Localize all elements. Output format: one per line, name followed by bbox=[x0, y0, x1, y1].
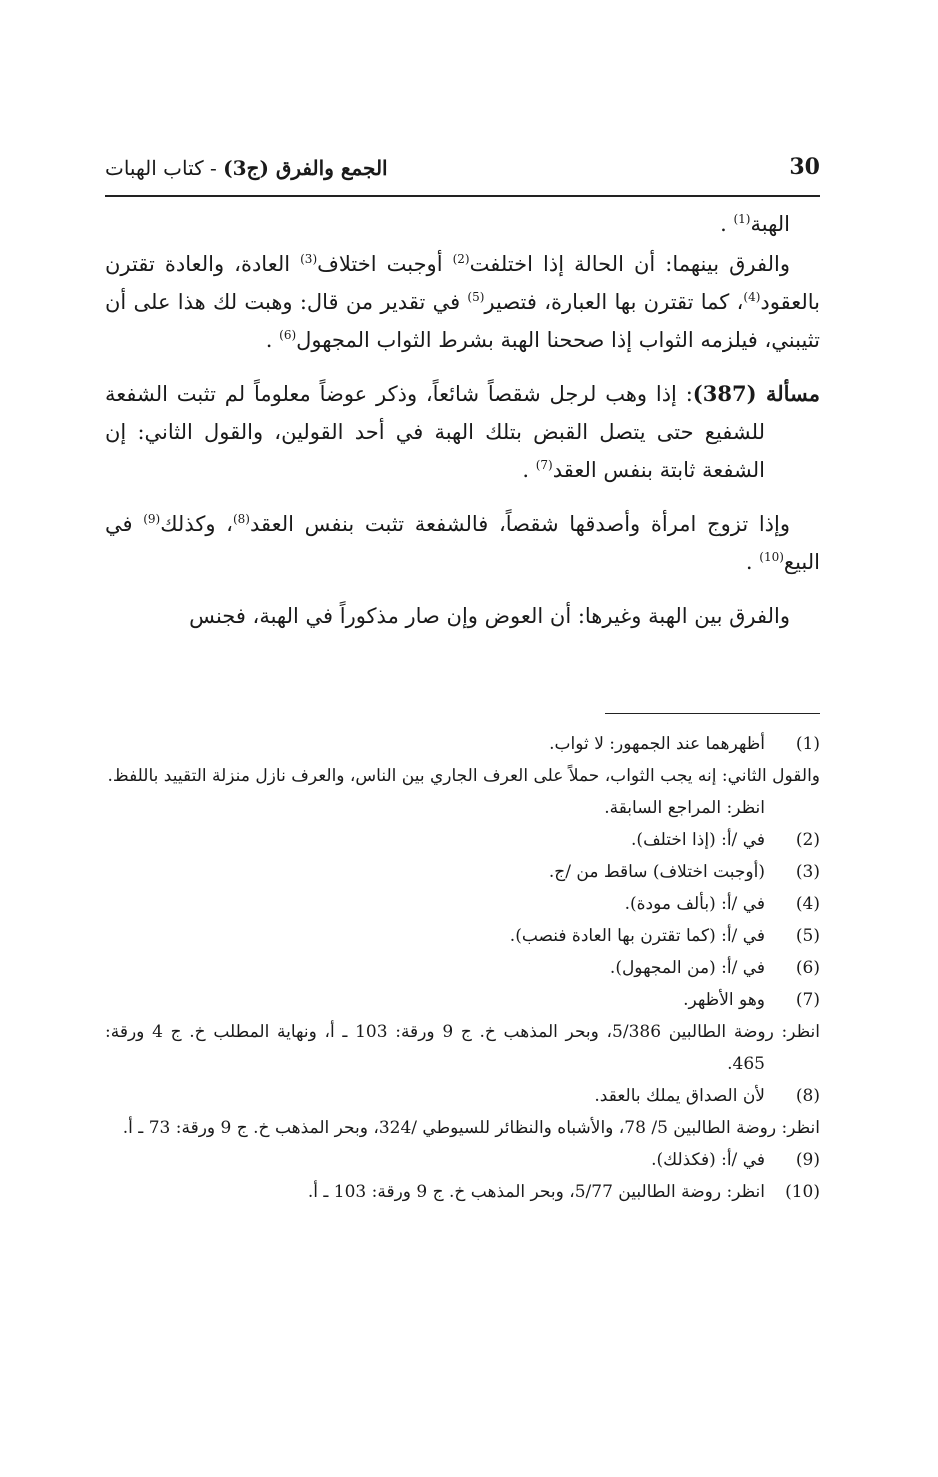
header-rule bbox=[105, 195, 820, 197]
paragraph-text: الهبة bbox=[750, 212, 790, 236]
footnote-item bbox=[105, 1080, 820, 1112]
footnote-number: (4) bbox=[795, 894, 820, 914]
footnote-item bbox=[105, 920, 820, 952]
paragraph-text: العادة، والعادة تقترن بالعقود bbox=[105, 252, 820, 314]
footnote-text: في /أ: (إذا اختلف). bbox=[631, 830, 765, 850]
paragraph-text: ، وكذلك bbox=[160, 512, 233, 536]
footnote-number: (3) bbox=[795, 862, 820, 882]
footnote-text: في /أ: (بألف مودة). bbox=[624, 894, 765, 914]
paragraph-text: . bbox=[720, 212, 734, 236]
footnote-number: (6) bbox=[795, 958, 820, 978]
paragraph-text: . bbox=[522, 458, 536, 482]
footnote-text: انظر: روضة الطالبين 5/ 78، والأشباه والنظائر للسيوطي /324، وبحر المذهب خ. ج 9 ورقة: 73 ـ أ. bbox=[122, 1118, 820, 1138]
paragraph-text: . bbox=[265, 328, 280, 352]
footnote-ref: (4) bbox=[743, 290, 761, 304]
paragraph-text: أوجبت اختلاف bbox=[317, 252, 453, 276]
footnote-item bbox=[105, 728, 820, 760]
footnote-number: (7) bbox=[795, 990, 820, 1010]
footnote-item bbox=[105, 1144, 820, 1176]
paragraph-1 bbox=[105, 205, 820, 243]
paragraph-text: : إذا وهب لرجل شقصاً شائعاً، وذكر عوضاً معلوماً لم تثبت الشفعة للشفيع حتى يتصل القبض بتلك الهبة في أحد القولين، والقول الثاني: إن الشفعة ثابتة بنفس العقد bbox=[105, 382, 765, 482]
footnote-continuation bbox=[105, 760, 820, 792]
footnote-ref: (1) bbox=[733, 212, 751, 226]
paragraph-text: وإذا تزوج امرأة وأصدقها شقصاً، فالشفعة تثبت بنفس العقد bbox=[249, 512, 791, 536]
chapter-title: كتاب الهبات bbox=[105, 156, 204, 180]
footnote-number: (2) bbox=[795, 830, 820, 850]
paragraph-4 bbox=[105, 505, 820, 581]
footnote-ref: (7) bbox=[535, 458, 553, 472]
paragraph-text: في البيع bbox=[105, 512, 820, 574]
paragraph-2 bbox=[105, 245, 820, 359]
main-text bbox=[105, 205, 820, 635]
footnote-continuation bbox=[105, 1112, 820, 1144]
footnote-text: انظر: المراجع السابقة. bbox=[604, 798, 765, 818]
footnote-ref: (2) bbox=[452, 252, 470, 266]
footnote-text: في /أ: (كما تقترن بها العادة فنصب). bbox=[509, 926, 765, 946]
title-separator: - bbox=[203, 156, 224, 180]
footnote-rule bbox=[605, 713, 820, 714]
book-title: الجمع والفرق (ج3) bbox=[223, 156, 388, 180]
footnote-number: (5) bbox=[795, 926, 820, 946]
footnote-ref: (5) bbox=[467, 290, 485, 304]
footnote-text: في /أ: (فكذلك). bbox=[651, 1150, 765, 1170]
paragraph-text: ، كما تقترن بها العبارة، فتصير bbox=[484, 290, 744, 314]
footnote-item bbox=[105, 856, 820, 888]
footnote-number: (10) bbox=[785, 1182, 820, 1202]
footnote-continuation bbox=[105, 792, 820, 824]
footnote-text: لأن الصداق يملك بالعقد. bbox=[594, 1086, 765, 1106]
footnote-item bbox=[105, 824, 820, 856]
footnote-text: والقول الثاني: إنه يجب الثواب، حملاً على العرف الجاري بين الناس، والعرف نازل منزلة التقييد باللفظ. bbox=[107, 766, 820, 786]
page-number: 30 bbox=[789, 154, 820, 180]
footnote-ref: (8) bbox=[232, 512, 250, 526]
footnote-text: انظر: روضة الطالبين 5/77، وبحر المذهب خ. ج 9 ورقة: 103 ـ أ. bbox=[307, 1182, 765, 1202]
footnote-ref: (10) bbox=[759, 550, 784, 564]
paragraph-text: . bbox=[745, 550, 760, 574]
footnote-number: (9) bbox=[795, 1150, 820, 1170]
footnote-number: (8) bbox=[795, 1086, 820, 1106]
footnote-text: في /أ: (من المجهول). bbox=[609, 958, 765, 978]
footnote-number: (1) bbox=[795, 734, 820, 754]
running-title bbox=[105, 156, 388, 180]
paragraph-5 bbox=[105, 597, 820, 635]
footnote-text: وهو الأظهر. bbox=[683, 990, 765, 1010]
page-header bbox=[105, 150, 820, 190]
paragraph-text: والفرق بينهما: أن الحالة إذا اختلفت bbox=[469, 252, 790, 276]
footnote-item bbox=[105, 984, 820, 1016]
paragraph-text: والفرق بين الهبة وغيرها: أن العوض وإن صار مذكوراً في الهبة، فجنس bbox=[189, 604, 790, 628]
footnote-item bbox=[105, 888, 820, 920]
footnote-text: أظهرهما عند الجمهور: لا ثواب. bbox=[549, 734, 765, 754]
footnote-ref: (6) bbox=[279, 328, 297, 342]
issue-387 bbox=[105, 375, 820, 489]
footnote-text: انظر: روضة الطالبين 5/386، وبحر المذهب خ. ج 9 ورقة: 103 ـ أ، ونهاية المطلب خ. ج 4 ورقة: 465. bbox=[105, 1022, 820, 1074]
paragraph-text: في تقدير من قال: وهبت لك هذا على أن تثيبني، فيلزمه الثواب إذا صححنا الهبة بشرط الثواب المجهول bbox=[105, 290, 820, 352]
footnote-text: (أوجبت اختلاف) ساقط من /ج. bbox=[548, 862, 765, 882]
footnote-continuation bbox=[105, 1016, 820, 1080]
footnote-ref: (3) bbox=[300, 252, 318, 266]
footnote-item bbox=[105, 952, 820, 984]
footnote-ref: (9) bbox=[143, 512, 161, 526]
footnote-item bbox=[105, 1176, 820, 1208]
footnotes bbox=[105, 728, 820, 1208]
issue-label: مسألة (387) bbox=[692, 381, 820, 406]
